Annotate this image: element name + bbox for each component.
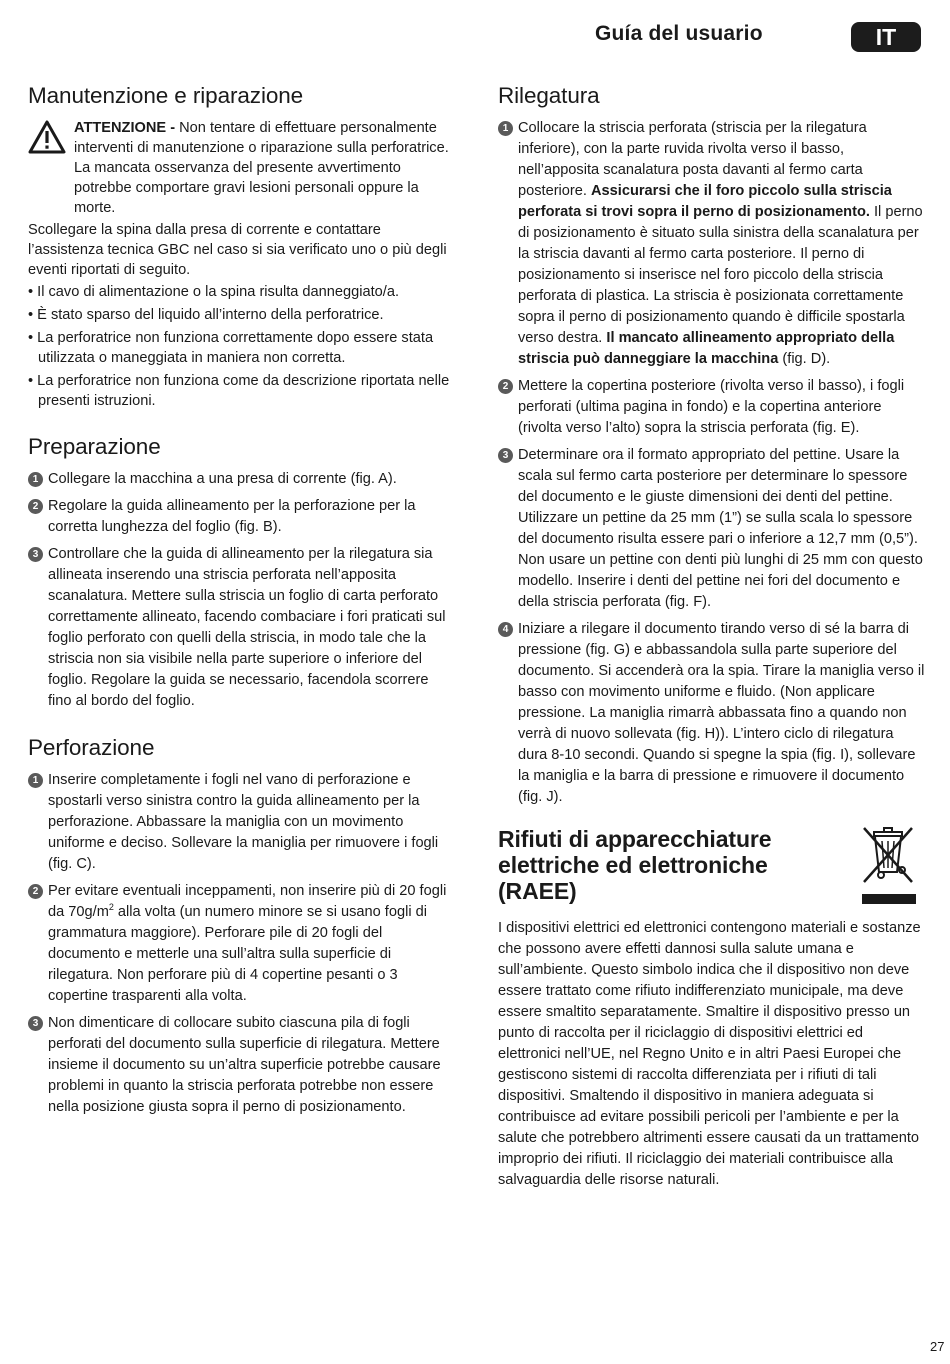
- step-number-icon: 2: [498, 379, 513, 394]
- step-emphasis: Assicurarsi che il foro piccolo sulla striscia perforata si trovi sopra il perno di posizionamento.: [518, 183, 892, 220]
- binding-steps: [498, 118, 926, 808]
- step-text: Inserire completamente i fogli nel vano di perforazione e spostarli verso sinistra contro la guida allineamento per la perforazione. Abbassare la maniglia con un movimento uniforme e deciso. Sollevare la maniglia per rimuovere i fogli (fig. C).: [48, 772, 439, 872]
- weee-header: [498, 826, 926, 904]
- weee-section: [498, 826, 926, 1191]
- warning-body: Non tentare di effettuare personalmente interventi di manutenzione o riparazione sulla perforatrice. La mancata osservanza del presente avvertimento potrebbe comportare gravi lesioni personali oppure la morte.: [74, 120, 449, 216]
- perforation-title: Perforazione: [28, 735, 155, 760]
- maintenance-title: Manutenzione e riparazione: [28, 83, 304, 108]
- weee-title: Rifiuti di apparecchiature elettriche ed elettroniche (RAEE): [498, 826, 772, 904]
- step-number-icon: 3: [28, 547, 43, 562]
- list-item: • La perforatrice non funziona come da descrizione riportata nelle presenti istruzioni.: [28, 373, 450, 409]
- preparation-title: Preparazione: [28, 434, 161, 459]
- step-text: Per evitare eventuali inceppamenti, non inserire più di 20 fogli da 70g/m: [48, 883, 447, 920]
- step-number-icon: 2: [28, 499, 43, 514]
- step-text: Collocare la striscia perforata (striscia per la rilegatura inferiore), con la parte ruvida rivolta verso il basso, nell’apposita scanalatura posta davanti al fermo carta posteriore.: [518, 120, 867, 199]
- warning-triangle-icon: [28, 120, 66, 154]
- step-number-icon: 1: [28, 472, 43, 487]
- guide-title: Guía del usuario: [595, 22, 763, 45]
- step-text: Non dimenticare di collocare subito ciascuna pila di fogli perforati del documento sulla superficie di rilegatura. Mettere insieme il documento su un’altra superficie potrebbe causare problemi in quanto la striscia perforata potrebbe non essere nella posizione giusta sopra il perno di posizionamento.: [48, 1015, 441, 1115]
- list-item: [28, 881, 452, 1007]
- list-item: [28, 770, 452, 875]
- list-item: • Il cavo di alimentazione o la spina risulta danneggiato/a.: [28, 284, 399, 300]
- perforation-section: [28, 734, 452, 1118]
- list-item: [28, 469, 452, 490]
- language-badge: IT: [851, 22, 921, 52]
- step-number-icon: 1: [498, 121, 513, 136]
- preparation-section: [28, 433, 452, 712]
- step-emphasis: Il mancato allineamento appropriato della striscia può danneggiare la macchina: [518, 330, 895, 367]
- step-number-icon: 1: [28, 773, 43, 788]
- list-item: [28, 496, 452, 538]
- step-text: (fig. D).: [778, 351, 831, 367]
- page-header: [0, 0, 950, 60]
- list-item: [498, 118, 926, 370]
- step-text: Regolare la guida allineamento per la perforazione per la corretta lunghezza del foglio (fig. B).: [48, 498, 416, 535]
- step-text: Iniziare a rilegare il documento tirando verso di sé la barra di pressione (fig. G) e abbassandola sulla parte superiore del documento. Si accenderà ora la spia. Tirare la maniglia verso il basso con movimento uniforme e fluido. (Non applicare pressione. La maniglia rimarrà abbassata fino a quando non verrà di nuovo sollevata (fig. H)). L’intero ciclo di rilegatura dura 8-10 secondi. Quando si spegne la spia (fig. I), sollevare la maniglia e la barra di pressione e rimuovere il documento (fig. J).: [518, 621, 925, 805]
- maintenance-bullets: [28, 282, 452, 411]
- list-item: • È stato sparso del liquido all’interno della perforatrice.: [28, 307, 384, 323]
- left-column: [28, 82, 452, 1140]
- step-text: alla volta (un numero minore se si usano fogli di grammatura maggiore). Perforare pile di 20 fogli del documento e metterle una sull’altra sulla superficie di rilegatura. Non perforare più di 4 copertine pesanti o 3 copertine trasparenti alla volta.: [48, 904, 427, 1004]
- list-item: • La perforatrice non funziona correttamente dopo essere stata utilizzata o maneggiata in maniera non corretta.: [28, 330, 434, 366]
- maintenance-intro: Scollegare la spina dalla presa di corrente e contattare l’assistenza tecnica GBC nel caso si sia verificato uno o più degli eventi riportati di seguito.: [28, 222, 447, 278]
- step-number-icon: 2: [28, 884, 43, 899]
- list-item: [498, 445, 926, 613]
- step-text: Il perno di posizionamento è situato sulla sinistra della scanalatura per la striscia davanti al fermo carta posteriore. Il perno di posizionamento si inserisce nel foro piccolo della striscia perforata di plastica. La striscia è posizionata correttamente sopra il perno di posizionamento quando è difficile spostarla verso destra.: [518, 204, 923, 346]
- superscript: 2: [108, 902, 114, 913]
- crossed-out-bin-icon: [860, 824, 918, 906]
- binding-title: Rilegatura: [498, 83, 600, 108]
- preparation-steps: [28, 469, 452, 712]
- warning-block: [28, 118, 452, 218]
- weee-text: I dispositivi elettrici ed elettronici contengono materiali e sostanze che possono avere effetti dannosi sulla salute umana e sull’ambiente. Questo simbolo indica che il dispositivo non deve essere trattato come rifiuto indifferenziato municipale, ma deve essere smaltito separatamente. Smaltire il dispositivo presso un punto di raccolta per il riciclaggio di dispositivi elettrici ed elettronici nell’UE, nel Regno Unito e in altri Paesi Europei che gestiscono sistemi di raccolta differenziata per i rifiuti di tali dispositivi. Smaltendo il dispositivo in maniera adeguata si contribuisce ad evitare possibili pericoli per l’ambiente e per la salute che potrebbero altrimenti essere causati da un trattamento improprio dei rifiuti. Il riciclaggio dei materiali contribuisce alla salvaguardia delle risorse naturali.: [498, 920, 921, 1188]
- list-item: [28, 1013, 452, 1118]
- right-column: [498, 82, 926, 1213]
- step-text: Controllare che la guida di allineamento per la rilegatura sia allineata inserendo una striscia perforata nell’apposita scanalatura. Mettere sulla striscia un foglio di carta perforato correttamente allineato, facendo combaciare i fori praticati sul foglio perforato con quelli della striscia, in modo tale che la striscia non sia visibile nella parte superiore o inferiore del foglio. Regolare la guida se necessario, facendola scorrere fino al bordo del foglio.: [48, 546, 446, 709]
- perforation-steps: [28, 770, 452, 1118]
- list-item: [498, 376, 926, 439]
- step-number-icon: 3: [498, 448, 513, 463]
- step-number-icon: 4: [498, 622, 513, 637]
- list-item: [498, 619, 926, 808]
- page-number: 27: [930, 1339, 945, 1354]
- list-item: [28, 544, 452, 712]
- step-number-icon: 3: [28, 1016, 43, 1031]
- warning-label: ATTENZIONE -: [74, 120, 176, 136]
- step-text: Mettere la copertina posteriore (rivolta verso il basso), i fogli perforati (ultima pagina in fondo) e la copertina anteriore (rivolta verso l’alto) sopra la striscia perforata (fig. E).: [518, 378, 905, 436]
- maintenance-section: [28, 82, 452, 411]
- step-text: Determinare ora il formato appropriato del pettine. Usare la scala sul fermo carta posteriore per determinare lo spessore del documento e le giuste dimensioni dei denti del pettine. Utilizzare un pettine da 25 mm (1”) se sulla scala lo spessore del documento risulta essere pari o inferiore a 12,7 mm (0,5”). Non usare un pettine con denti più lunghi di 25 mm con questo modello. Inserire i denti del pettine nei fori del documento e della striscia perforata (fig. F).: [518, 447, 923, 610]
- warning-text: [74, 118, 452, 218]
- binding-section: [498, 82, 926, 808]
- step-text: Collegare la macchina a una presa di corrente (fig. A).: [48, 471, 397, 487]
